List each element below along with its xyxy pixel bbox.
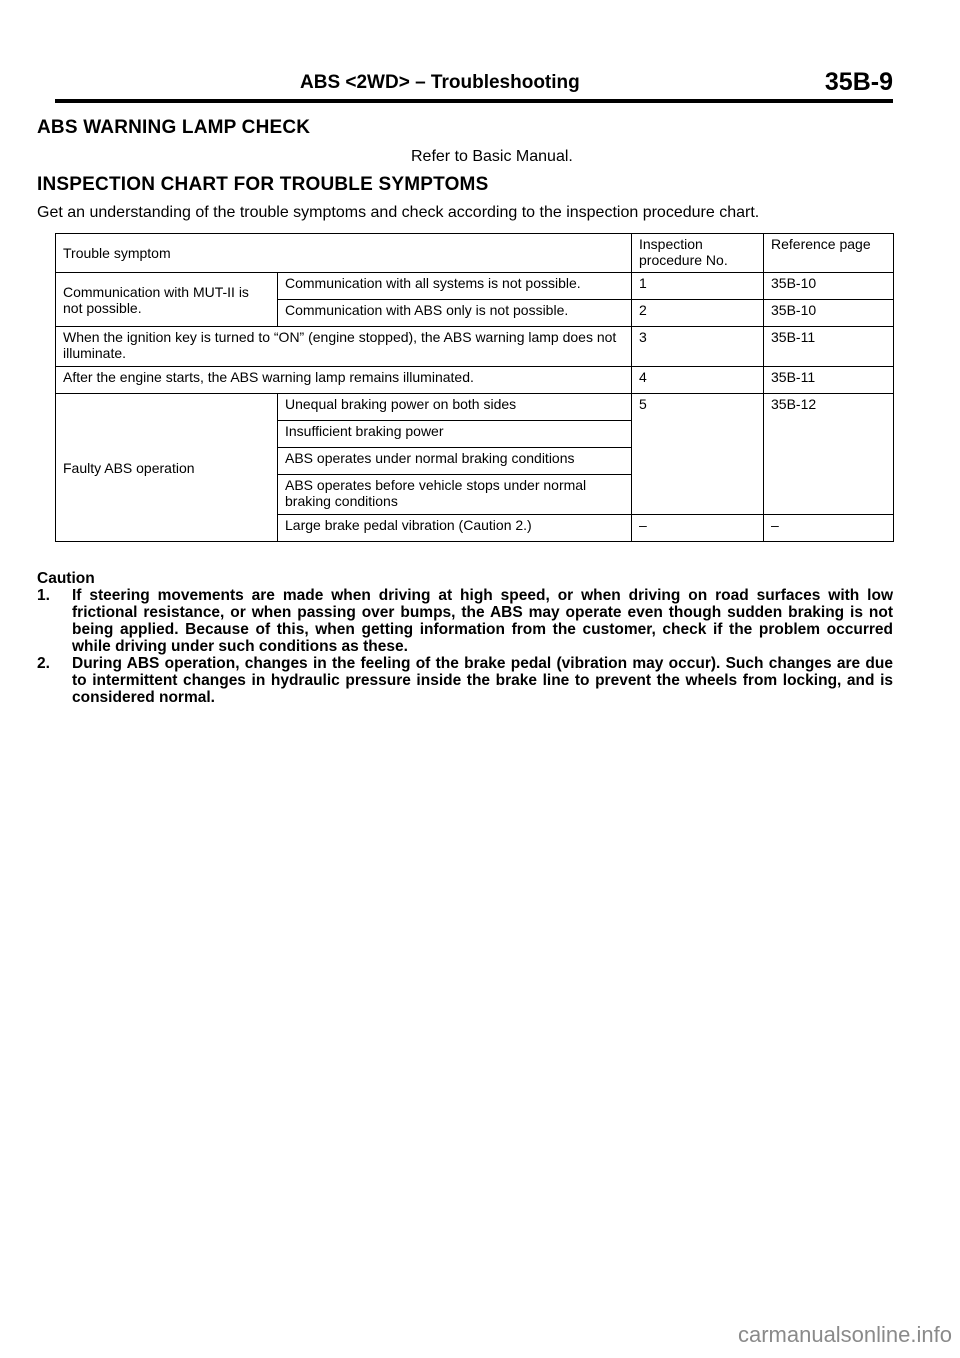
comm-group-cell: Communication with MUT-II is not possible. (56, 273, 278, 327)
symptom-cell: Unequal braking power on both sides (278, 394, 632, 421)
caution-item (37, 587, 893, 655)
refer-text: Refer to Basic Manual. (411, 148, 573, 165)
reference-cell: 35B-11 (764, 327, 894, 367)
table-row (56, 327, 894, 367)
table-row (56, 367, 894, 394)
symptom-cell: After the engine starts, the ABS warning lamp remains illuminated. (56, 367, 632, 394)
table-row (56, 273, 894, 300)
symptom-cell: Communication with ABS only is not possible. (278, 300, 632, 327)
procedure-cell: 4 (632, 367, 764, 394)
inspection-chart (55, 233, 894, 542)
header-procedure: Inspection procedure No. (632, 234, 764, 273)
inspection-intro: Get an understanding of the trouble symptoms and check according to the inspection procedure chart. (37, 204, 760, 221)
procedure-cell: 5 (632, 394, 764, 515)
caution-number: 1. (37, 587, 50, 604)
caution-number: 2. (37, 655, 50, 672)
caution-text: During ABS operation, changes in the feeling of the brake pedal (vibration may occur). Such changes are due to intermittent changes in hydraulic pressure inside the brake line to prevent the wheels from locking, and is considered normal. (72, 655, 893, 706)
page-number: 35B-9 (824, 68, 893, 96)
symptom-cell: ABS operates under normal braking conditions (278, 448, 632, 475)
caution-title: Caution (37, 570, 95, 587)
inspection-heading: INSPECTION CHART FOR TROUBLE SYMPTOMS (37, 174, 489, 195)
caution-block (37, 570, 893, 706)
page-header (55, 68, 893, 100)
symptom-cell: Large brake pedal vibration (Caution 2.) (278, 515, 632, 542)
caution-text: If steering movements are made when driving at high speed, or when driving on road surfaces with low frictional resistance, or when passing over bumps, the ABS may operate even though sudden braking is not being applied. Because of this, when getting information from the customer, check if the problem occurred while driving under such conditions as these. (72, 587, 893, 655)
watermark-url: carmanualsonline.info (737, 1322, 952, 1347)
header-trouble-symptom: Trouble symptom (56, 234, 632, 273)
symptom-cell: Insufficient braking power (278, 421, 632, 448)
reference-cell: 35B-10 (764, 273, 894, 300)
faulty-group-cell: Faulty ABS operation (56, 394, 278, 542)
procedure-cell: 3 (632, 327, 764, 367)
reference-cell: – (764, 515, 894, 542)
symptom-cell: When the ignition key is turned to “ON” (engine stopped), the ABS warning lamp does not illuminate. (56, 327, 632, 367)
table-row (56, 394, 894, 421)
caution-item (37, 655, 893, 706)
table-header-row (56, 234, 894, 273)
reference-cell: 35B-11 (764, 367, 894, 394)
procedure-cell: – (632, 515, 764, 542)
header-title: ABS <2WD> – Troubleshooting (300, 72, 580, 93)
header-rule (55, 99, 893, 103)
procedure-cell: 1 (632, 273, 764, 300)
reference-cell: 35B-10 (764, 300, 894, 327)
header-reference: Reference page (764, 234, 894, 273)
procedure-cell: 2 (632, 300, 764, 327)
warning-lamp-heading: ABS WARNING LAMP CHECK (37, 117, 311, 138)
symptom-cell: Communication with all systems is not possible. (278, 273, 632, 300)
reference-cell: 35B-12 (764, 394, 894, 515)
symptom-cell: ABS operates before vehicle stops under normal braking conditions (278, 475, 632, 515)
